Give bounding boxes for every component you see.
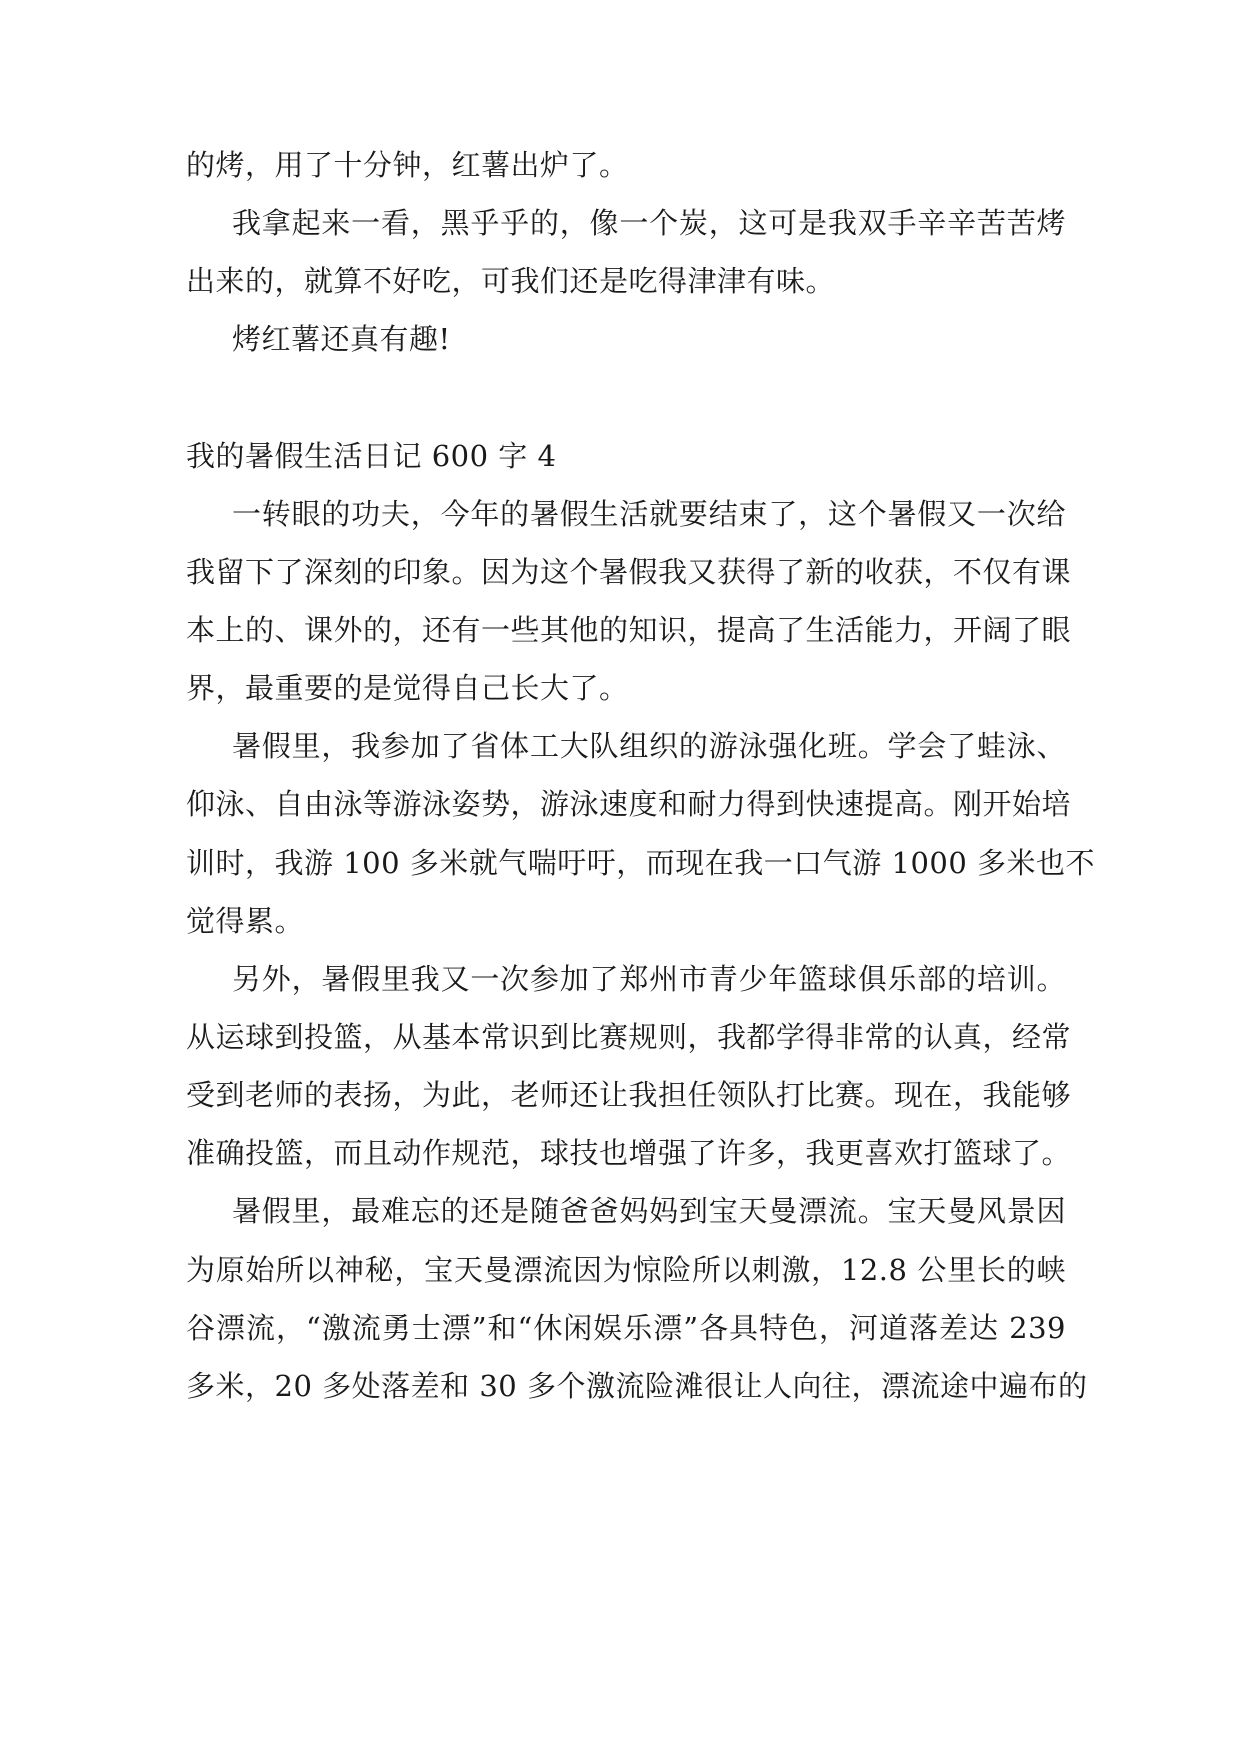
text-line: 烤红薯还真有趣! (232, 322, 451, 356)
text-line: 从运球到投篮，从基本常识到比赛规则，我都学得非常的认真，经常 (186, 1020, 1072, 1054)
text-line: 谷漂流，“激流勇士漂”和“休闲娱乐漂”各具特色，河道落差达 239 (186, 1311, 1066, 1345)
text-line: 训时，我游 100 多米就气喘吁吁，而现在我一口气游 1000 多米也不 (186, 846, 1096, 880)
text-line: 为原始所以神秘，宝天曼漂流因为惊险所以刺激，12.8 公里长的峡 (186, 1253, 1066, 1287)
text-line: 出来的，就算不好吃，可我们还是吃得津津有味。 (186, 264, 836, 298)
text-line: 我留下了深刻的印象。因为这个暑假我又获得了新的收获，不仅有课 (186, 555, 1072, 589)
text-line: 一转眼的功夫，今年的暑假生活就要结束了，这个暑假又一次给 (232, 497, 1066, 531)
text-line: 暑假里，我参加了省体工大队组织的游泳强化班。学会了蛙泳、 (232, 729, 1066, 763)
section-heading: 我的暑假生活日记 600 字 4 (186, 439, 557, 473)
text-line: 本上的、课外的，还有一些其他的知识，提高了生活能力，开阔了眼 (186, 613, 1072, 647)
text-line: 多米，20 多处落差和 30 多个激流险滩很让人向往，漂流途中遍布的 (186, 1369, 1088, 1403)
text-line: 暑假里，最难忘的还是随爸爸妈妈到宝天曼漂流。宝天曼风景因 (232, 1194, 1066, 1228)
text-line: 准确投篮，而且动作规范，球技也增强了许多，我更喜欢打篮球了。 (186, 1136, 1072, 1170)
text-line: 的烤，用了十分钟，红薯出炉了。 (186, 148, 629, 182)
text-line: 觉得累。 (186, 904, 305, 938)
text-line: 我拿起来一看，黑乎乎的，像一个炭，这可是我双手辛辛苦苦烤 (232, 206, 1066, 240)
text-line: 受到老师的表扬，为此，老师还让我担任领队打比赛。现在，我能够 (186, 1078, 1072, 1112)
text-line: 仰泳、自由泳等游泳姿势，游泳速度和耐力得到快速提高。刚开始培 (186, 787, 1072, 821)
text-line: 界，最重要的是觉得自己长大了。 (186, 671, 629, 705)
text-line: 另外，暑假里我又一次参加了郑州市青少年篮球俱乐部的培训。 (232, 962, 1066, 996)
